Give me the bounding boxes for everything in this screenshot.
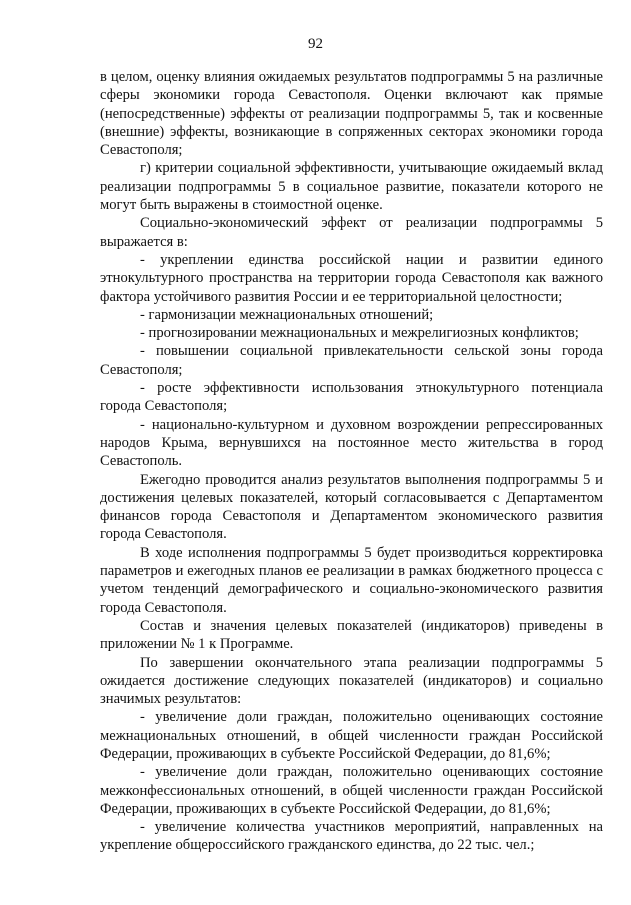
paragraph: г) критерии социальной эффективности, учитывающие ожидаемый вклад реализации подпрограммы 5 в социальное развитие, показатели которого не могут быть выражены в стоимостной оценке.	[100, 160, 603, 214]
paragraph: Ежегодно проводится анализ результатов выполнения подпрограммы 5 и достижения целевых показателей, который согласовывается с Департаментом финансов города Севастополя и Департаментом экономического развития города Севастополя.	[100, 471, 603, 543]
paragraph: По завершении окончательного этапа реализации подпрограммы 5 ожидается достижение следующих показателей (индикаторов) и социально значимых результатов:	[100, 654, 603, 708]
paragraph: - увеличение доли граждан, положительно оценивающих состояние межконфессиональных отношений, в общей численности граждан Российской Федерации, проживающих в субъекте Российской Федерации, до 81,6%;	[100, 764, 603, 817]
paragraph: Состав и значения целевых показателей (индикаторов) приведены в приложении № 1 к Программе.	[100, 617, 603, 653]
paragraph: - прогнозировании межнациональных и межрелигиозных конфликтов;	[140, 325, 579, 342]
paragraph: - росте эффективности использования этнокультурного потенциала города Севастополя;	[100, 380, 603, 415]
paragraph: - гармонизации межнациональных отношений;	[140, 306, 434, 323]
paragraph: - увеличение доли граждан, положительно оценивающих состояние межнациональных отношений, в общей численности граждан Российской Федерации, проживающих в субъекте Российской Федерации, до 81,6%;	[100, 709, 603, 762]
paragraph: В ходе исполнения подпрограммы 5 будет производиться корректировка параметров и ежегодных планов ее реализации в рамках бюджетного процесса с учетом тенденций демографического и социально-экономического развития города Севастополя.	[100, 544, 603, 616]
paragraph: - укреплении единства российской нации и развитии единого этнокультурного пространства на территории города Севастополя как важного фактора устойчивого развития России и ее территориальной целостности;	[100, 251, 603, 305]
page-number: 92	[308, 36, 323, 52]
paragraph: в целом, оценку влияния ожидаемых результатов подпрограммы 5 на различные сферы экономики города Севастополя. Оценки включают как прямые (непосредственные) эффекты от реализации подпрограммы 5, так и косвенные (внешние) эффекты, возникающие в сопряженных секторах экономики города Севастополя;	[100, 69, 603, 159]
paragraph: - увеличение количества участников мероприятий, направленных на укрепление общероссийского гражданского единства, до 22 тыс. чел.;	[100, 819, 603, 854]
document-body	[100, 68, 603, 855]
paragraph: - национально-культурном и духовном возрождении репрессированных народов Крыма, вернувшихся на постоянное место жительства в город Севастополь.	[100, 416, 603, 470]
paragraph: - повышении социальной привлекательности сельской зоны города Севастополя;	[100, 343, 603, 378]
paragraph: Социально-экономический эффект от реализации подпрограммы 5 выражается в:	[100, 215, 603, 250]
